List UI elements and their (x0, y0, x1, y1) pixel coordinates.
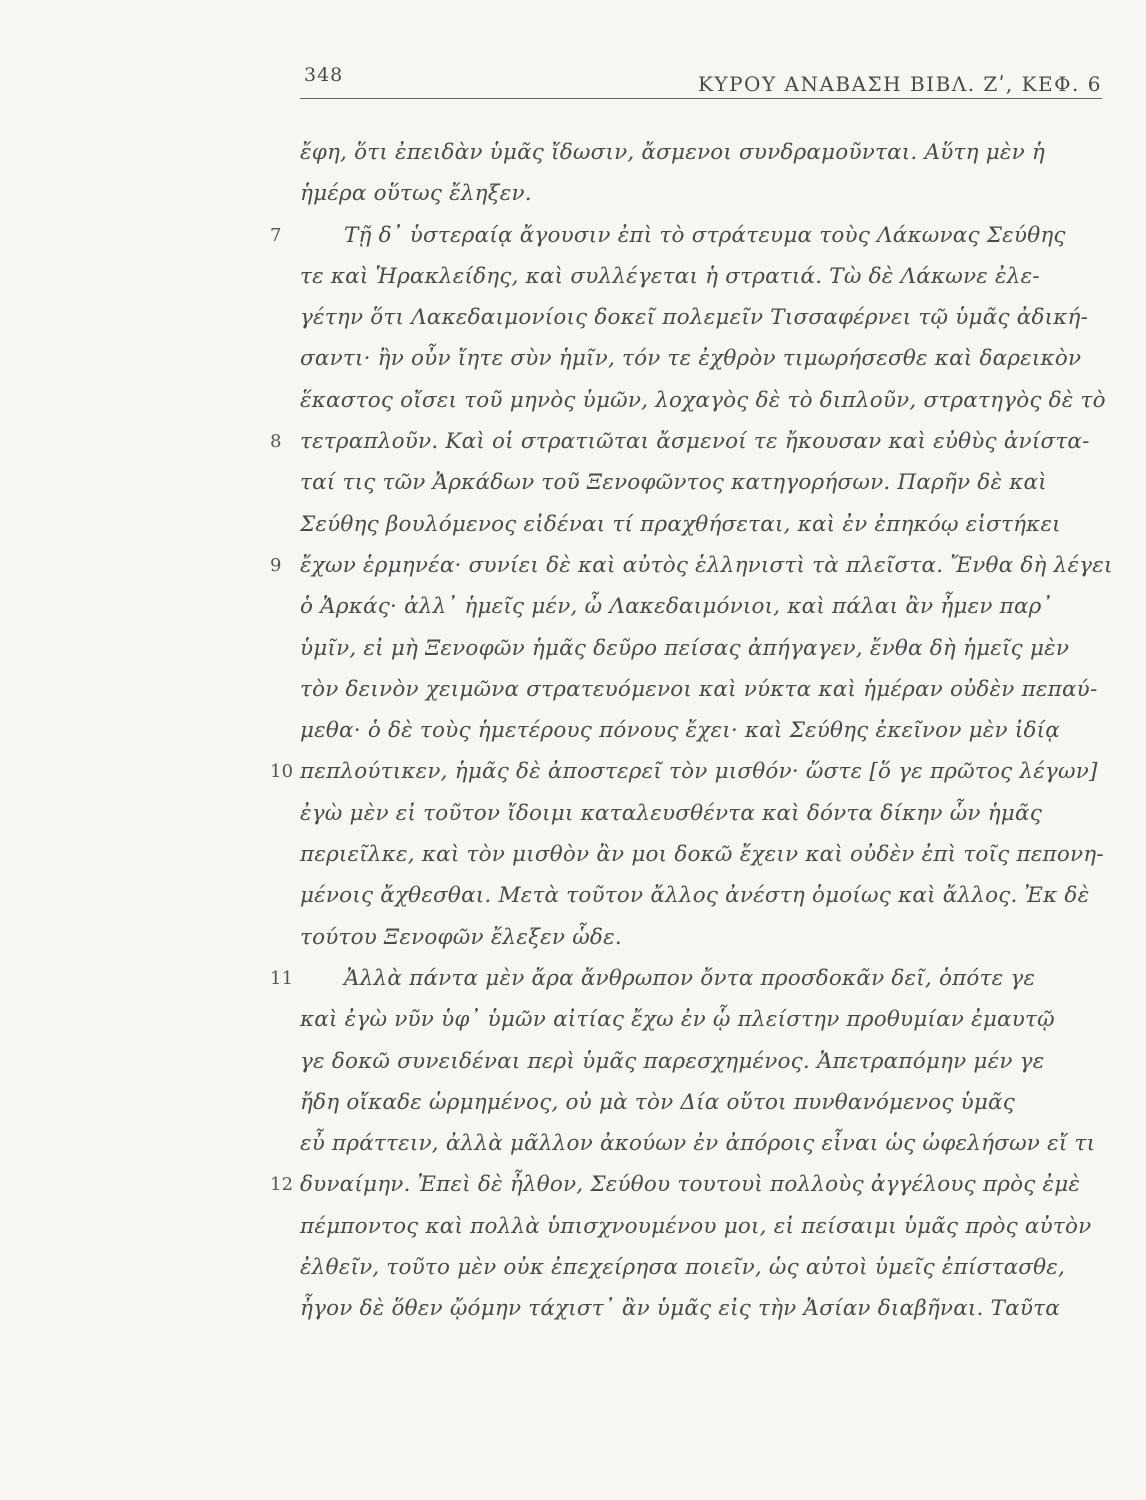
text-line (270, 421, 1102, 462)
text-line (300, 793, 1102, 834)
line-text: Ἀλλὰ πάντα μὲν ἄρα ἄνθρωπον ὄντα προσδοκᾶν δεῖ, ὁπότε γε (344, 965, 1036, 991)
line-text: ἔφη, ὅτι ἐπειδὰν ὑμᾶς ἴδωσιν, ἄσμενοι συνδραμοῦνται. Αὕτη μὲν ἡ (300, 140, 1046, 165)
text-line (270, 545, 1113, 586)
line-text: δυναίμην. Ἐπεὶ δὲ ἦλθον, Σεύθου τουτουὶ πολλοὺς ἀγγέλους πρὸς ἐμὲ (300, 1172, 1081, 1198)
text-line (300, 256, 1102, 297)
line-text: ὁ Ἀρκάς· ἀλλ᾽ ἡμεῖς μέν, ὦ Λακεδαιμόνιοι, καὶ πάλαι ἂν ἦμεν παρ᾽ (300, 594, 1053, 620)
text-line (300, 132, 1102, 173)
text-line (300, 1041, 1102, 1082)
line-text: ἔχων ἑρμηνέα· συνίει δὲ καὶ αὐτὸς ἑλληνιστὶ τὰ πλεῖστα. Ἔνθα δὴ λέγει (300, 552, 1113, 578)
section-number: 9 (270, 554, 282, 576)
line-text: ἤδη οἴκαδε ὡρμημένος, οὐ μὰ τὸν Δία οὔτοι πυνθανόμενος ὑμᾶς (300, 1089, 1016, 1115)
line-text: ταί τις τῶν Ἀρκάδων τοῦ Ξενοφῶντος κατηγορήσων. Παρῆν δὲ καὶ (300, 470, 1047, 496)
line-text: σαντι· ἢν οὖν ἴητε σὺν ἡμῖν, τόν τε ἐχθρὸν τιμωρήσεσθε καὶ δαρεικὸν (300, 346, 1082, 372)
text-line (270, 958, 1102, 999)
text-line (300, 173, 1102, 214)
line-text: ἐγὼ μὲν εἰ τοῦτον ἴδοιμι καταλευσθέντα καὶ δόντα δίκην ὧν ἡμᾶς (300, 800, 1042, 826)
line-text: τὸν δεινὸν χειμῶνα στρατευόμενοι καὶ νύκτα καὶ ἡμέραν οὐδὲν πεπαύ- (300, 676, 1098, 702)
text-line (300, 297, 1102, 338)
text-line (300, 462, 1102, 503)
text-line (300, 1082, 1102, 1123)
text-line (300, 917, 1102, 958)
line-text: μένοις ἄχθεσθαι. Μετὰ τοῦτον ἄλλος ἀνέστη ὁμοίως καὶ ἄλλος. Ἐκ δὲ (300, 883, 1090, 909)
section-number: 8 (270, 431, 282, 453)
section-number: 11 (270, 967, 294, 989)
line-text: ἕκαστος οἴσει τοῦ μηνὸς ὑμῶν, λοχαγὸς δὲ τὸ διπλοῦν, στρατηγὸς δὲ τὸ (300, 387, 1106, 413)
line-text: πέμποντος καὶ πολλὰ ὑπισχνουμένου μοι, εἰ πείσαιμι ὑμᾶς πρὸς αὐτὸν (300, 1213, 1092, 1239)
text-line (300, 504, 1102, 545)
section-number: 7 (270, 224, 282, 246)
text-line (300, 710, 1102, 751)
text-line (300, 1247, 1102, 1288)
running-head: ΚΥΡΟΥ ΑΝΑΒΑΣΗ ΒΙΒΛ. Ζʹ, ΚΕΦ. 6 (697, 72, 1102, 96)
line-text: τούτου Ξενοφῶν ἔλεξεν ὧδε. (300, 924, 622, 950)
line-text: Τῇ δ᾽ ὑστεραίᾳ ἄγουσιν ἐπὶ τὸ στράτευμα τοὺς Λάκωνας Σεύθης (344, 222, 1066, 248)
line-text: ἡμέρα οὕτως ἔληξεν. (300, 181, 532, 207)
section-number: 12 (270, 1174, 294, 1196)
line-text: πεπλούτικεν, ἡμᾶς δὲ ἀποστερεῖ τὸν μισθόν· ὥστε [ὅ γε πρῶτος λέγων] (300, 759, 1098, 785)
text-line (300, 875, 1102, 916)
header-rule (300, 98, 1102, 99)
text-line (270, 1164, 1102, 1205)
line-text: γε δοκῶ συνειδέναι περὶ ὑμᾶς παρεσχημένος. Ἀπετραπόμην μέν γε (300, 1048, 1045, 1074)
text-line (300, 999, 1102, 1040)
text-line (300, 586, 1102, 627)
line-text: ἐλθεῖν, τοῦτο μὲν οὐκ ἐπεχείρησα ποιεῖν, ὡς αὐτοὶ ὑμεῖς ἐπίστασθε, (300, 1255, 1066, 1281)
text-line (300, 338, 1102, 379)
text-line (300, 834, 1102, 875)
line-text: μεθα· ὁ δὲ τοὺς ἡμετέρους πόνους ἔχει· καὶ Σεύθης ἐκεῖνον μὲν ἰδίᾳ (300, 718, 1060, 744)
line-text: ἦγον δὲ ὅθεν ᾤόμην τάχιστ᾽ ἂν ὑμᾶς εἰς τὴν Ἀσίαν διαβῆναι. Ταῦτα (300, 1296, 1060, 1322)
text-line (300, 380, 1106, 421)
line-text: τετραπλοῦν. Καὶ οἱ στρατιῶται ἄσμενοί τε ἤκουσαν καὶ εὐθὺς ἀνίστα- (300, 429, 1090, 455)
line-text: γέτην ὅτι Λακεδαιμονίοις δοκεῖ πολεμεῖν Τισσαφέρνει τῷ ὑμᾶς ἀδική- (300, 305, 1089, 331)
body-text (270, 132, 1113, 1330)
line-text: τε καὶ Ἡρακλείδης, καὶ συλλέγεται ἡ στρατιά. Τὼ δὲ Λάκωνε ἐλε- (300, 263, 1040, 289)
line-text: περιεῖλκε, καὶ τὸν μισθὸν ἂν μοι δοκῶ ἔχειν καὶ οὐδὲν ἐπὶ τοῖς πεπονη- (300, 842, 1104, 868)
line-text: καὶ ἐγὼ νῦν ὑφ᾽ ὑμῶν αἰτίας ἔχω ἐν ᾧ πλείστην προθυμίαν ἐμαυτῷ (300, 1007, 1055, 1033)
page-number: 348 (304, 64, 344, 86)
text-line (300, 1288, 1102, 1329)
line-text: ὑμῖν, εἰ μὴ Ξενοφῶν ἡμᾶς δεῦρο πείσας ἀπήγαγεν, ἔνθα δὴ ἡμεῖς μὲν (300, 635, 1070, 661)
text-line (300, 1206, 1102, 1247)
text-line (270, 215, 1102, 256)
text-line (300, 1123, 1102, 1164)
text-line (300, 669, 1102, 710)
text-line (300, 628, 1102, 669)
text-line (270, 751, 1102, 792)
line-text: εὖ πράττειν, ἀλλὰ μᾶλλον ἀκούων ἐν ἀπόροις εἶναι ὡς ὠφελήσων εἴ τι (300, 1131, 1096, 1157)
section-number: 10 (270, 761, 294, 783)
line-text: Σεύθης βουλόμενος εἰδέναι τί πραχθήσεται, καὶ ἐν ἐπηκόῳ εἱστήκει (300, 511, 1061, 537)
